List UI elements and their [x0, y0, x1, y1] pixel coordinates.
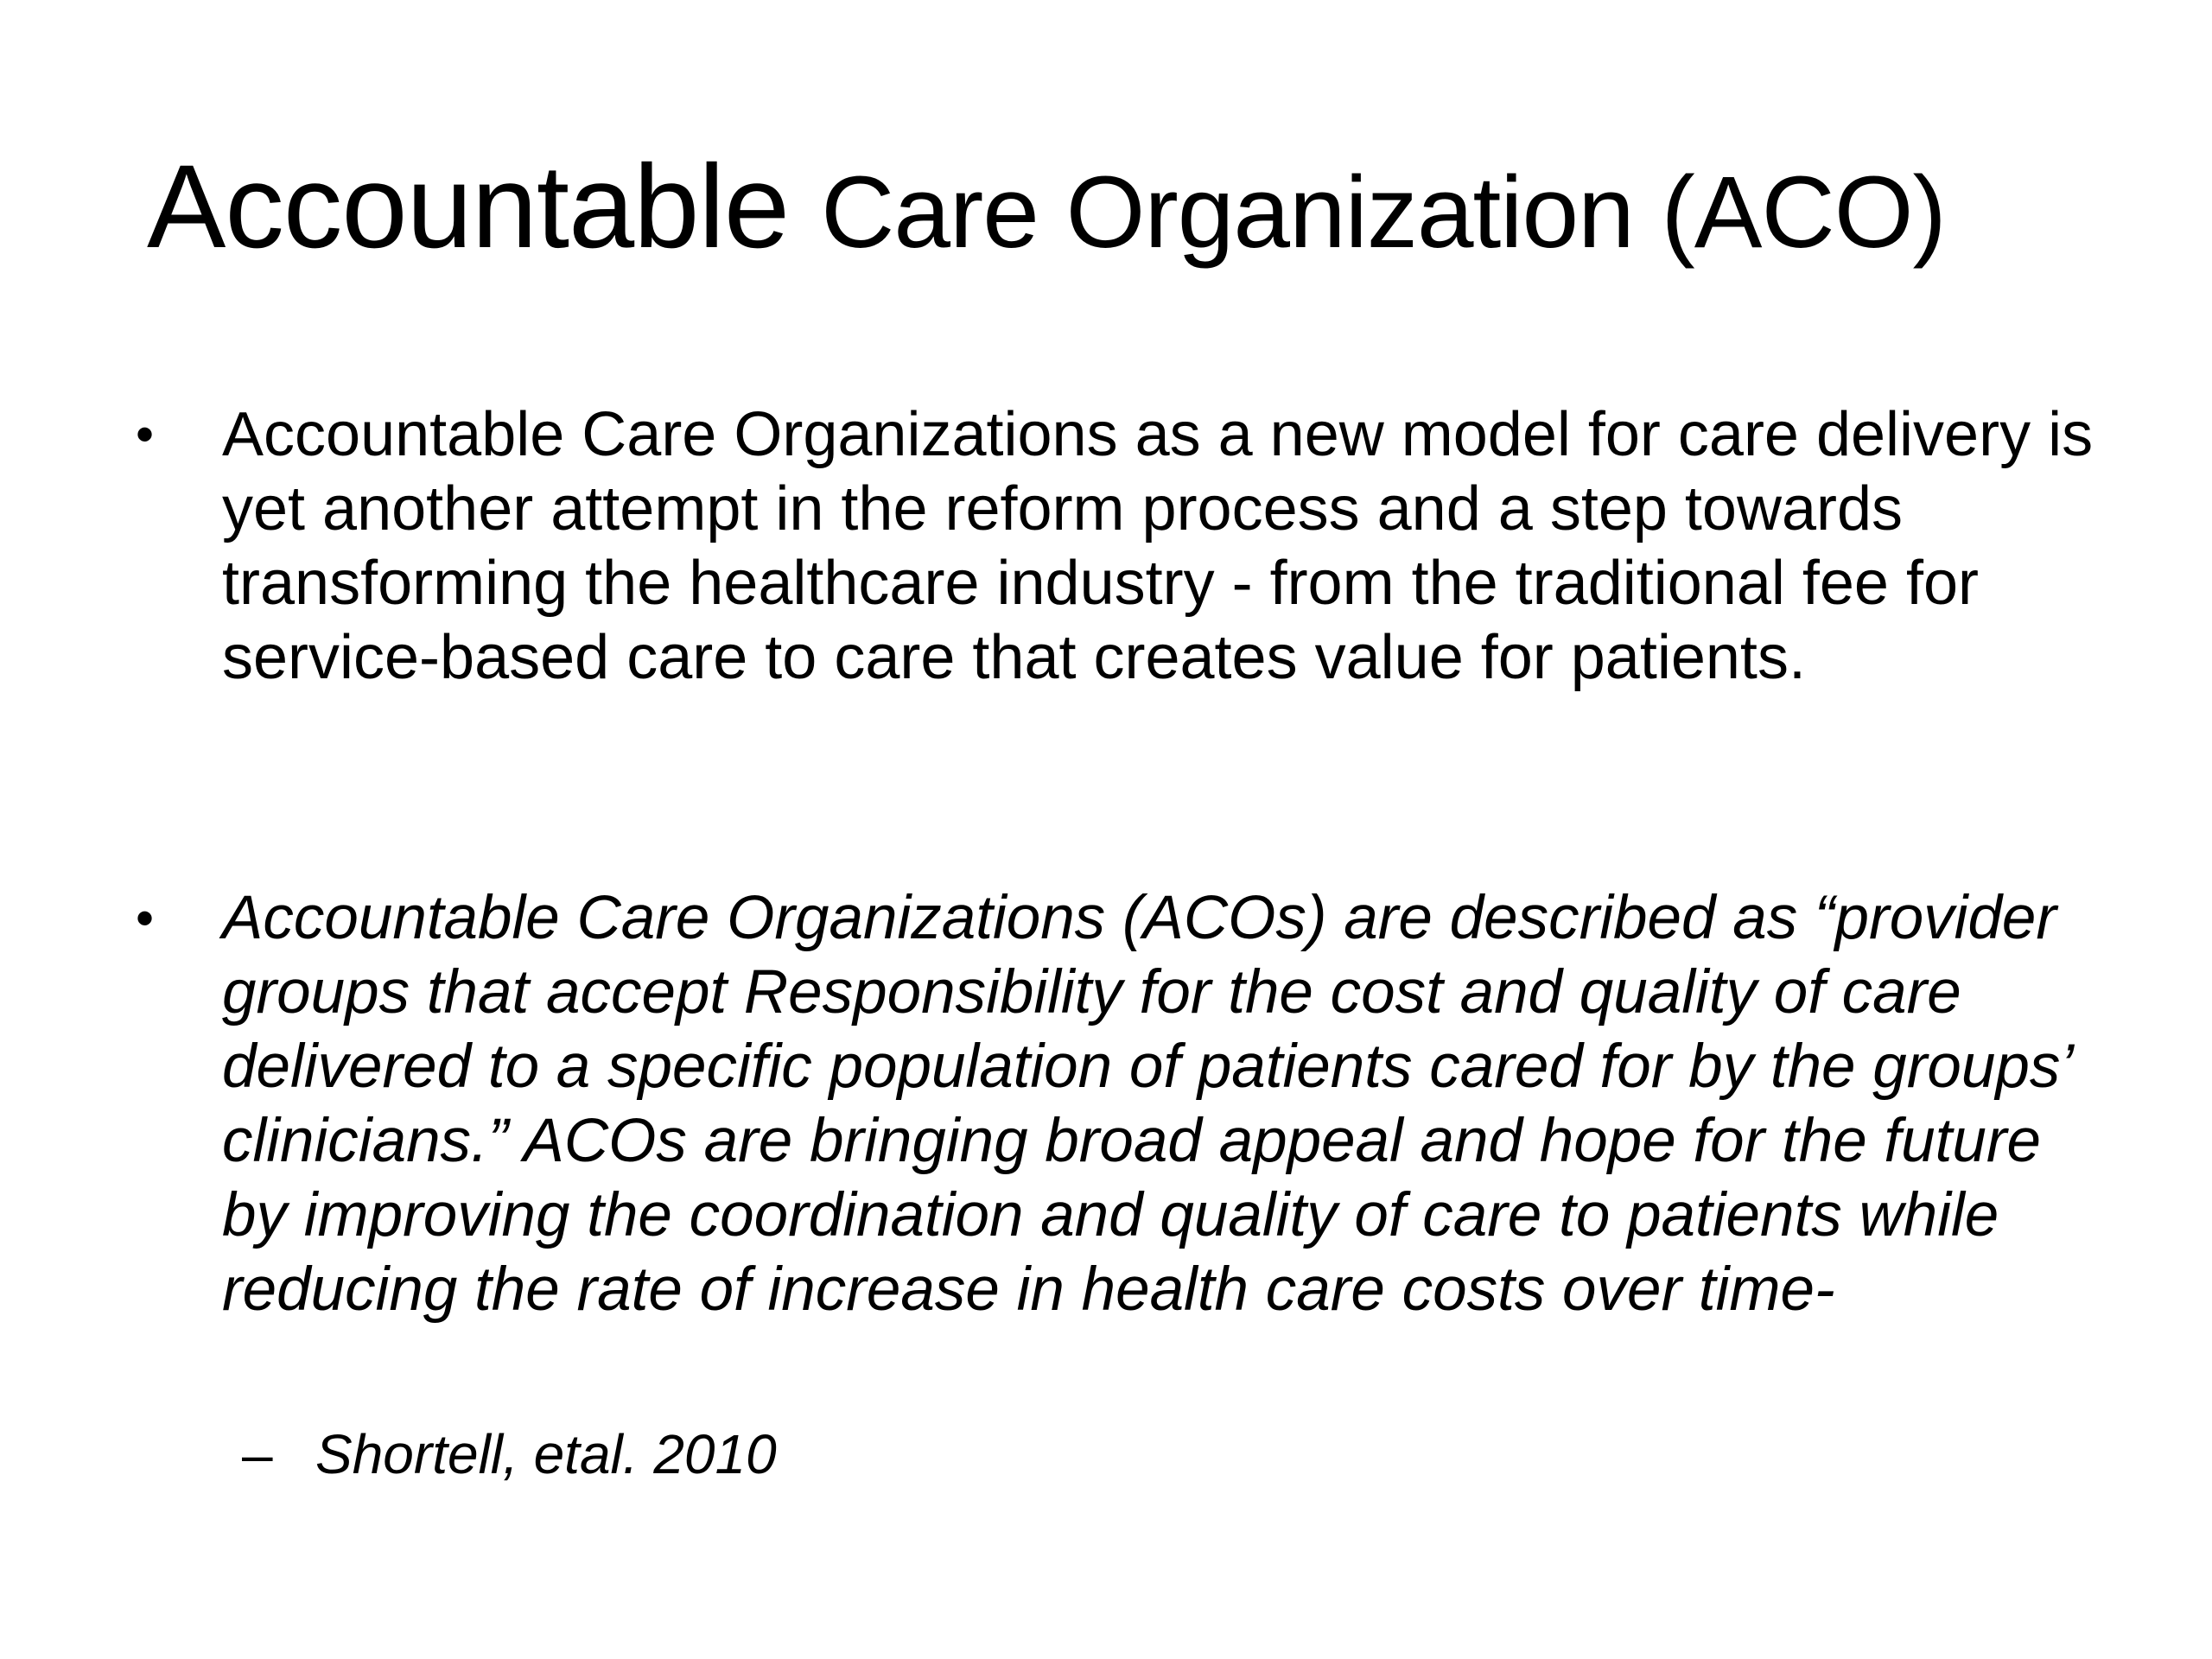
slide-title	[147, 138, 2100, 282]
bullet-item-2	[134, 881, 2095, 1327]
title-main: Accountable	[147, 141, 790, 273]
citation	[242, 1417, 777, 1491]
bullet-marker: •	[136, 889, 155, 947]
citation-text: Shortell, etal. 2010	[315, 1423, 777, 1485]
bullet-marker: •	[136, 405, 155, 463]
bullet-text: Accountable Care Organizations (ACOs) are described as “provider groups that accept Responsibility for the cost and quality of care delivered to a specific population of patients cared for by the groups’ clinicians.” ACOs are bringing broad appeal and hope for the future by improving the coordination and quality of care to patients while reducing the rate of increase in health care costs over time-	[222, 884, 2071, 1324]
bullet-text: Accountable Care Organizations as a new model for care delivery is yet another attempt in the reform process and a step towards transforming the healthcare industry - from the traditional fee for service-based care to care that creates value for patients.	[222, 400, 2094, 692]
title-rest: Care Organization (ACO)	[821, 156, 1946, 270]
citation-marker: –	[242, 1423, 273, 1485]
bullet-item-1	[134, 397, 2095, 695]
